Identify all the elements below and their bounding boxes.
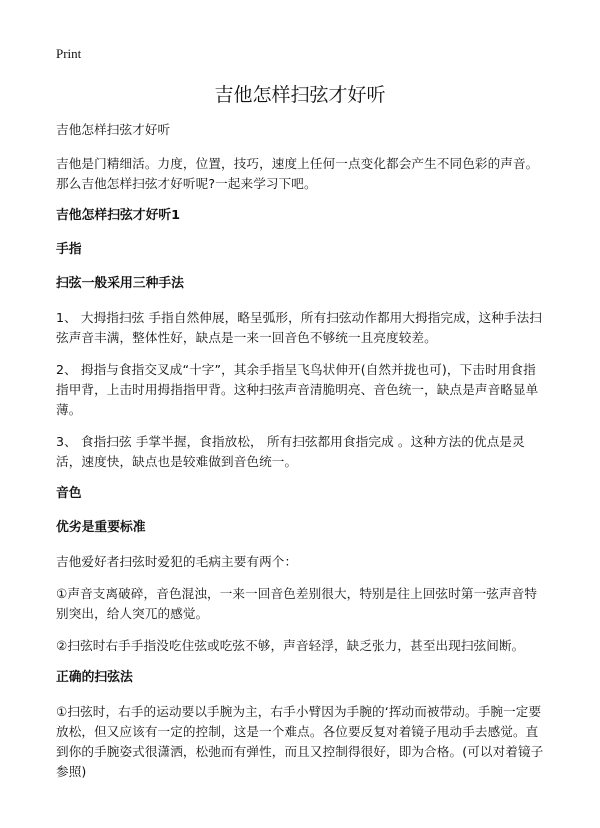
section-heading-finger: 手指 <box>56 242 82 257</box>
section-heading-quality: 优劣是重要标准 <box>56 520 146 535</box>
problems-intro-paragraph: 吉他爱好者扫弦时爱犯的毛病主要有两个： <box>56 554 298 569</box>
print-link[interactable]: Print <box>56 46 82 61</box>
method-3-paragraph: 3、 食指扫弦 手掌半握，食指放松， 所有扫弦都用食指完成 。这种方法的优点是灵活，速度快，缺点也是较难做到音色统一。 <box>56 434 525 469</box>
problem-1-paragraph: ①声音支离破碎，音色混浊，一来一回音色差别很大，特别是往上回弦时第一弦声音特别突出，给人突兀的感觉。 <box>56 586 538 621</box>
article-subtitle: 吉他怎样扫弦才好听 <box>56 122 171 137</box>
method-2-paragraph: 2、 拇指与食指交叉成“十字”，其余手指呈飞鸟状伸开(自然并拢也可)，下击时用食指指甲背，上击时用拇指指甲背。这种扫弦声音清脆明亮、音色统一，缺点是声音略显单薄。 <box>56 362 539 417</box>
section-heading-1: 吉他怎样扫弦才好听1 <box>56 208 181 223</box>
problem-2-paragraph: ②扫弦时右手手指没吃住弦或吃弦不够，声音轻浮，缺乏张力，甚至出现扫弦间断。 <box>56 638 525 653</box>
intro-paragraph: 吉他是门精细活。力度，位置，技巧，速度上任何一点变化都会产生不同色彩的声音。那么吉他怎样扫弦才好听呢?一起来学习下吧。 <box>56 156 539 191</box>
correct-1-paragraph: ①扫弦时，右手的运动要以手腕为主，右手小臂因为手腕的‘挥动而被带动。手腕一定要放松，但又应该有一定的控制，这是一个难点。各位要反复对着镜子甩动手去感觉。直到你的手腕姿式很潇洒，松弛而有弹性，而且又控制得很好，即为合格。(可以对着镜子参照) <box>56 704 544 779</box>
page-title: 吉他怎样扫弦才好听 <box>214 84 386 106</box>
section-heading-three-methods: 扫弦一般采用三种手法 <box>56 276 184 291</box>
article-body <box>56 120 544 794</box>
section-heading-correct: 正确的扫弦法 <box>56 670 133 685</box>
method-1-paragraph: 1、 大拇指扫弦 手指自然伸展，略呈弧形，所有扫弦动作都用大拇指完成，这种手法扫弦声音丰满，整体性好，缺点是一来一回音色不够统一且亮度较差。 <box>56 310 542 345</box>
section-heading-tone: 音色 <box>56 486 82 501</box>
